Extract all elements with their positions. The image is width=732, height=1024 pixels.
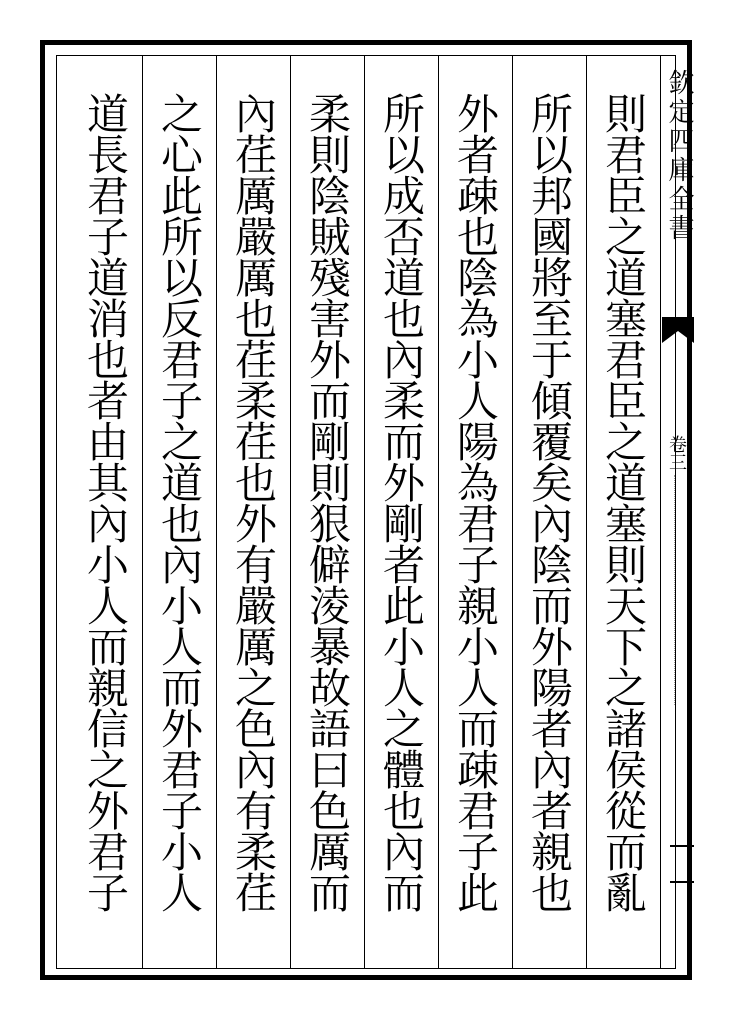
book-title: 欽定四庫全書 — [664, 69, 694, 243]
text-column-6: 內荏厲嚴厲也荏柔荏也外有嚴厲之色內有柔荏 — [229, 92, 278, 912]
text-column-7: 之心此所以反君子之道也內小人而外君子小人 — [155, 92, 204, 912]
section-label: 卷三 — [666, 435, 687, 471]
text-column-4: 所以成否道也內柔而外剛者此小人之體也內而 — [377, 92, 426, 912]
column-divider — [586, 55, 587, 969]
column-divider — [438, 55, 439, 969]
page-number-mark — [670, 845, 694, 883]
text-column-3: 外者疎也陰為小人陽為君子親小人而疎君子此 — [451, 92, 500, 912]
margin-column — [660, 55, 696, 969]
column-divider — [142, 55, 143, 969]
fishtail-mark-icon — [662, 317, 694, 343]
text-column-1: 則君臣之道塞君臣之道塞則天下之諸侯從而亂 — [599, 92, 648, 912]
column-divider — [290, 55, 291, 969]
column-divider — [364, 55, 365, 969]
faint-marginal-text — [674, 475, 689, 705]
text-column-5: 柔則陰賊殘害外而剛則狠僻淩暴故語曰色厲而 — [303, 92, 352, 912]
column-divider — [216, 55, 217, 969]
text-column-2: 所以邦國將至于傾覆矣內陰而外陽者內者親也 — [525, 92, 574, 912]
column-divider — [512, 55, 513, 969]
text-column-8: 道長君子道消也者由其內小人而親信之外君子 — [81, 92, 130, 912]
